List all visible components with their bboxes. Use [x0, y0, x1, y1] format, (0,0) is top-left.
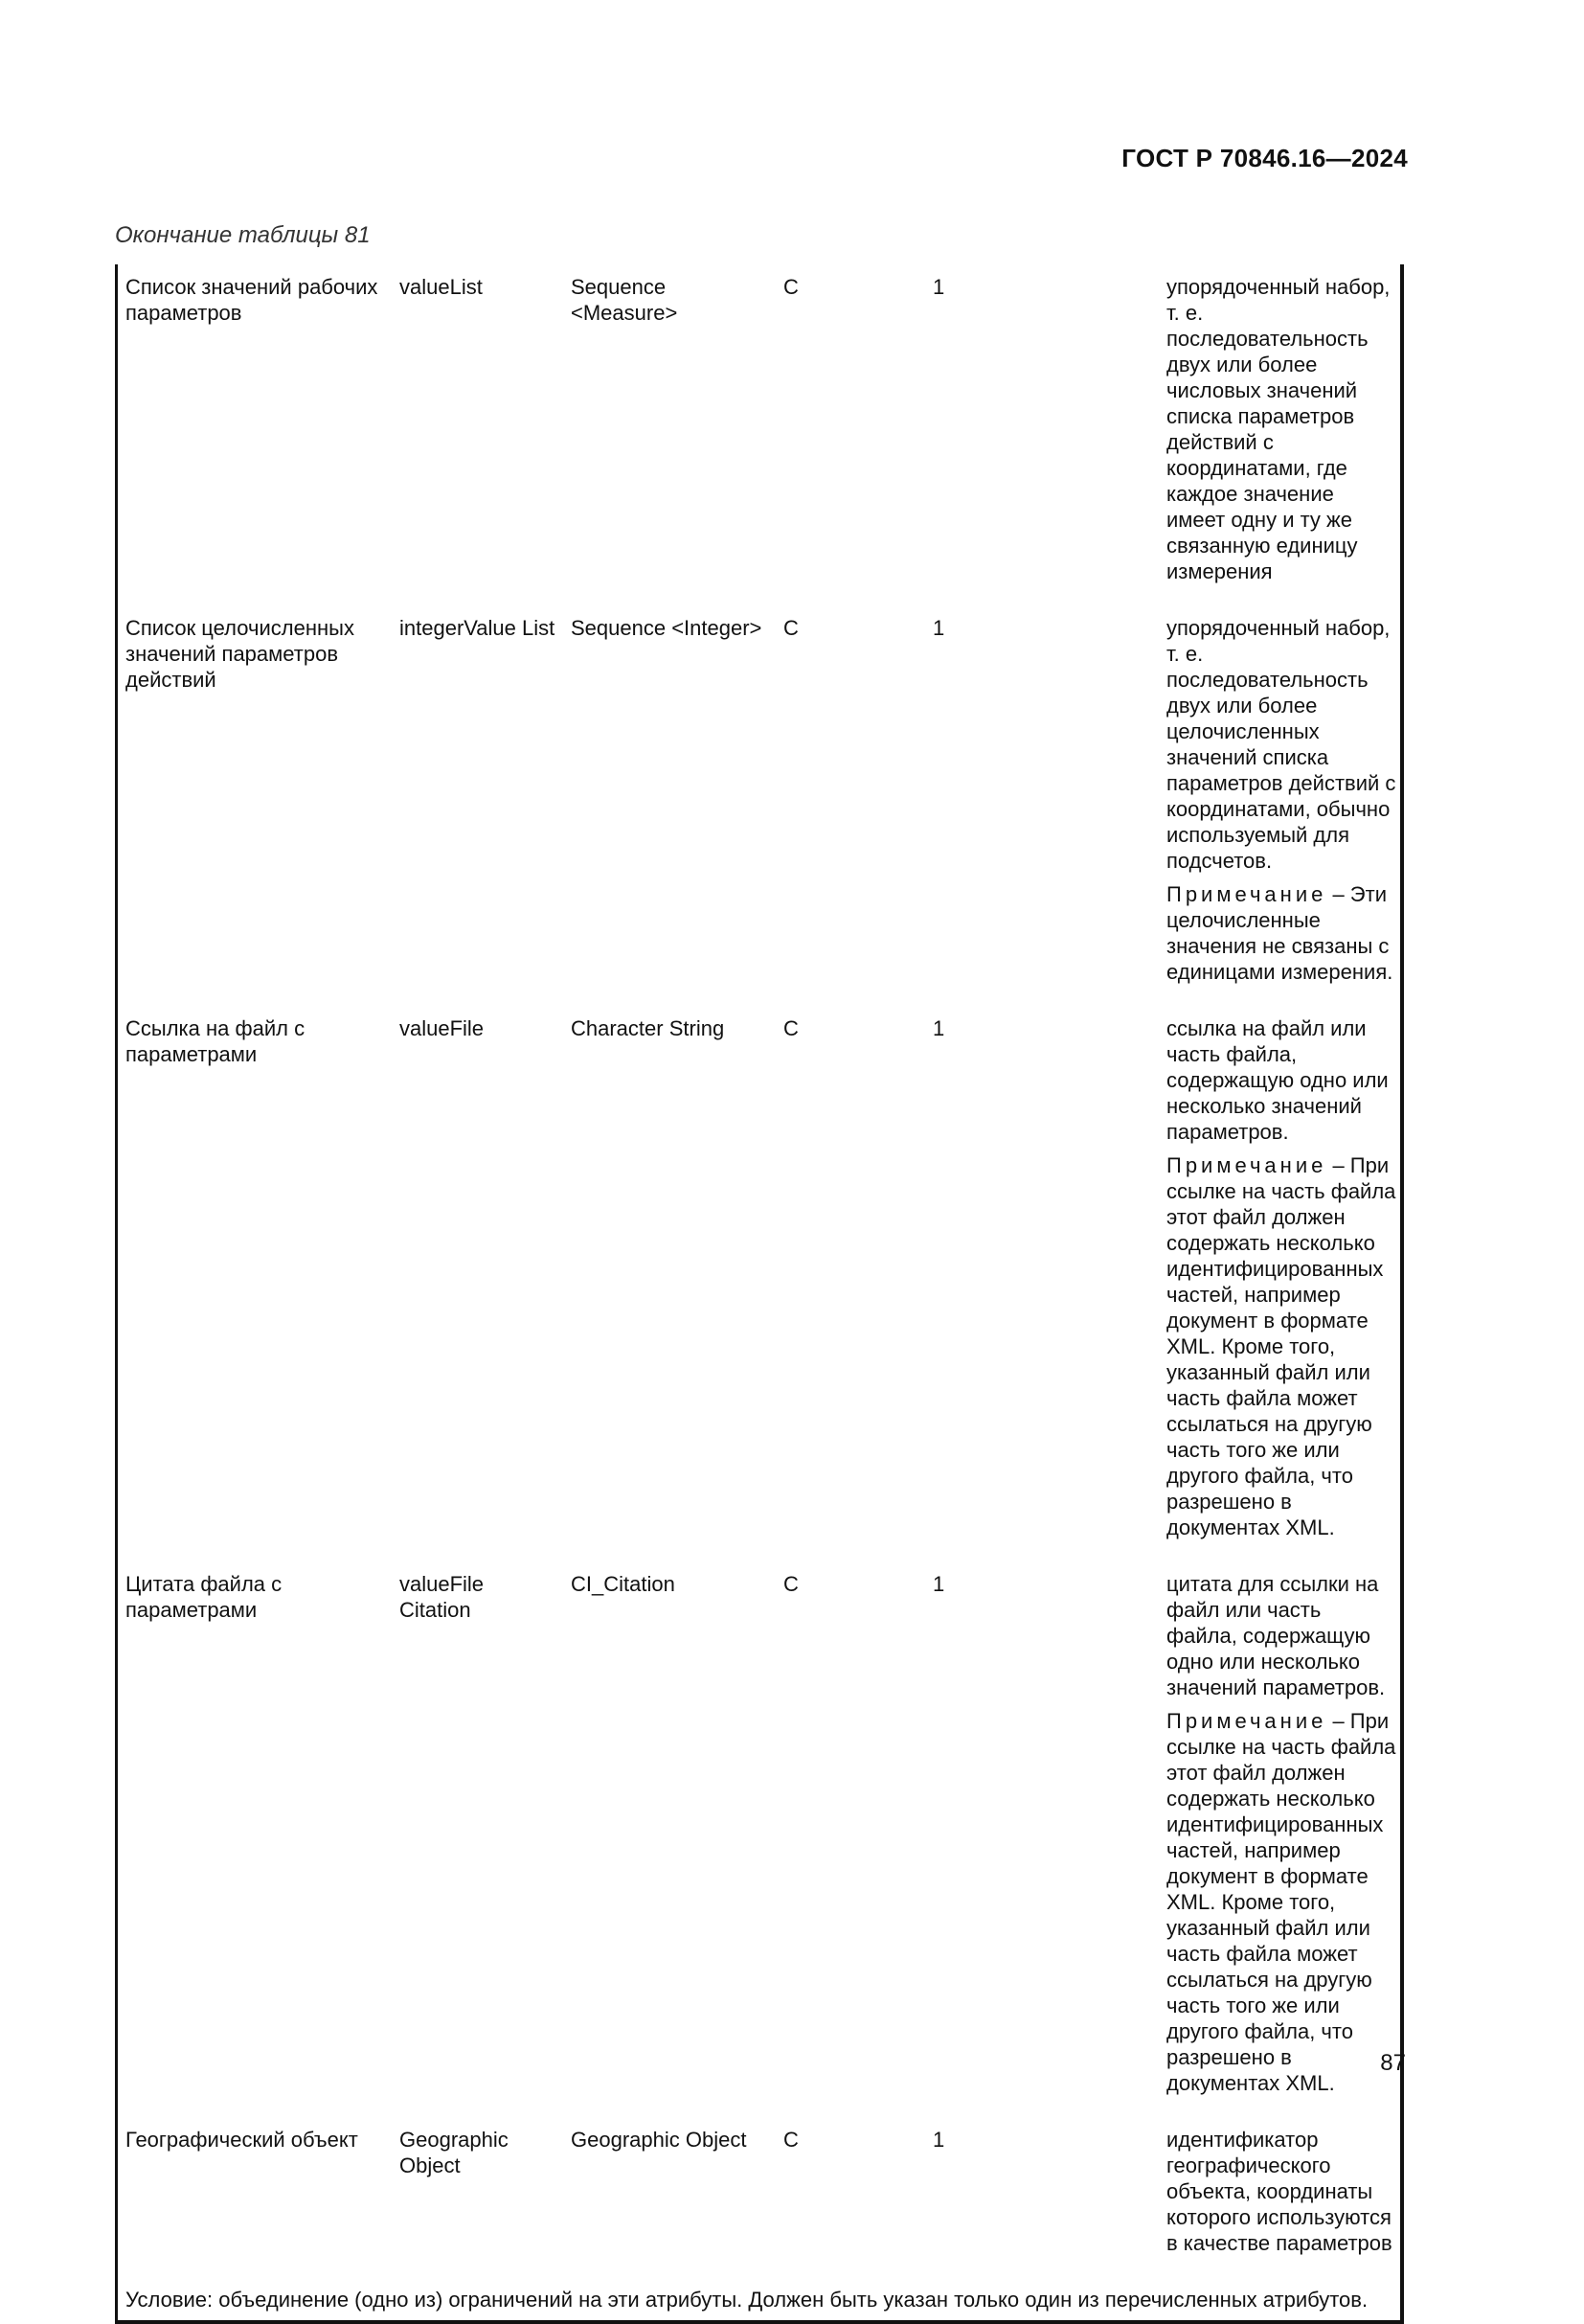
table-caption: Окончание таблицы 81	[115, 222, 371, 248]
note-text: – При ссылке на часть файла этот файл должен содержать несколько идентифицированных частей, например документ в формате XML. Кроме того, указанный файл или часть файла может ссылаться на другую часть того же или другого файла, что разрешено в документах XML.	[1166, 1709, 1396, 2095]
cell-type: Sequence <Integer>	[571, 616, 762, 640]
cell-code: valueList	[399, 275, 483, 299]
cell-max: 1	[933, 1572, 945, 1596]
cell-code: valueFile Citation	[399, 1572, 485, 1622]
cell-description	[1159, 264, 1400, 605]
cell-code: integerValue List	[399, 616, 555, 640]
cell-name: Список целочисленных значений параметров действий	[125, 616, 354, 692]
cell-type: Sequence <Measure>	[571, 275, 678, 325]
cell-description	[1159, 605, 1400, 1006]
cell-max: 1	[933, 275, 945, 299]
cell-max: 1	[933, 616, 945, 640]
cell-description	[1159, 1006, 1400, 1561]
description-text: упорядоченный набор, т. е. последовательность двух или более целочисленных значений списка параметров действий с координатами, обычно используемый для подсчетов.	[1166, 616, 1396, 873]
attribute-table	[115, 264, 1404, 2324]
cell-description	[1159, 1561, 1400, 2117]
description-text: идентификатор географического объекта, координаты которого используются в качестве параметров	[1166, 2128, 1392, 2255]
table-row	[118, 1006, 1400, 1561]
note-text: – При ссылке на часть файла этот файл должен содержать несколько идентифицированных частей, например документ в формате XML. Кроме того, указанный файл или часть файла может ссылаться на другую часть того же или другого файла, что разрешено в документах XML.	[1166, 1153, 1396, 1539]
cell-max: 1	[933, 2128, 945, 2152]
description-text: ссылка на файл или часть файла, содержащую одно или несколько значений параметров.	[1166, 1016, 1389, 1144]
cell-name: Цитата файла с параметрами	[125, 1572, 283, 1622]
note	[1166, 881, 1396, 985]
cell-max: 1	[933, 1016, 945, 1040]
table-row	[118, 1561, 1400, 2117]
description-text: упорядоченный набор, т. е. последовательность двух или более числовых значений списка параметров действий с координатами, где каждое значение имеет одну и ту же связанную единицу измерения	[1166, 275, 1391, 583]
condition-text: Условие: объединение (одно из) ограничений на эти атрибуты. Должен быть указан только один из перечисленных атрибутов.	[125, 2288, 1369, 2312]
page-number: 87	[1380, 2050, 1406, 2076]
table-row	[118, 264, 1400, 605]
note	[1166, 1152, 1396, 1540]
note-label: Примечание	[1166, 882, 1327, 906]
cell-name: Географический объект	[125, 2128, 358, 2152]
note-text: – Эти целочисленные значения не связаны с единицами измерения.	[1166, 882, 1393, 984]
cell-name: Список значений рабочих параметров	[125, 275, 378, 325]
cell-code: valueFile	[399, 1016, 485, 1040]
cell-name: Ссылка на файл с параметрами	[125, 1016, 305, 1066]
cell-obligation: С	[783, 275, 799, 299]
cell-type: Geographic Object	[571, 2128, 747, 2152]
table-row	[118, 2117, 1400, 2277]
cell-obligation: С	[783, 1572, 799, 1596]
note-label: Примечание	[1166, 1153, 1327, 1177]
note	[1166, 1708, 1396, 2096]
cell-type: Character String	[571, 1016, 725, 1040]
description-text: цитата для ссылки на файл или часть файла, содержащую одно или несколько значений параметров.	[1166, 1572, 1386, 1699]
cell-obligation: С	[783, 1016, 799, 1040]
cell-obligation: С	[783, 616, 799, 640]
document-id-header: ГОСТ Р 70846.16—2024	[1121, 144, 1408, 172]
cell-code: Geographic Object	[399, 2128, 509, 2177]
note-label: Примечание	[1166, 1709, 1327, 1733]
cell-type: CI_Citation	[571, 1572, 675, 1596]
cell-description	[1159, 2117, 1400, 2277]
table-row	[118, 605, 1400, 1006]
cell-obligation: С	[783, 2128, 799, 2152]
condition-row	[118, 2277, 1400, 2320]
